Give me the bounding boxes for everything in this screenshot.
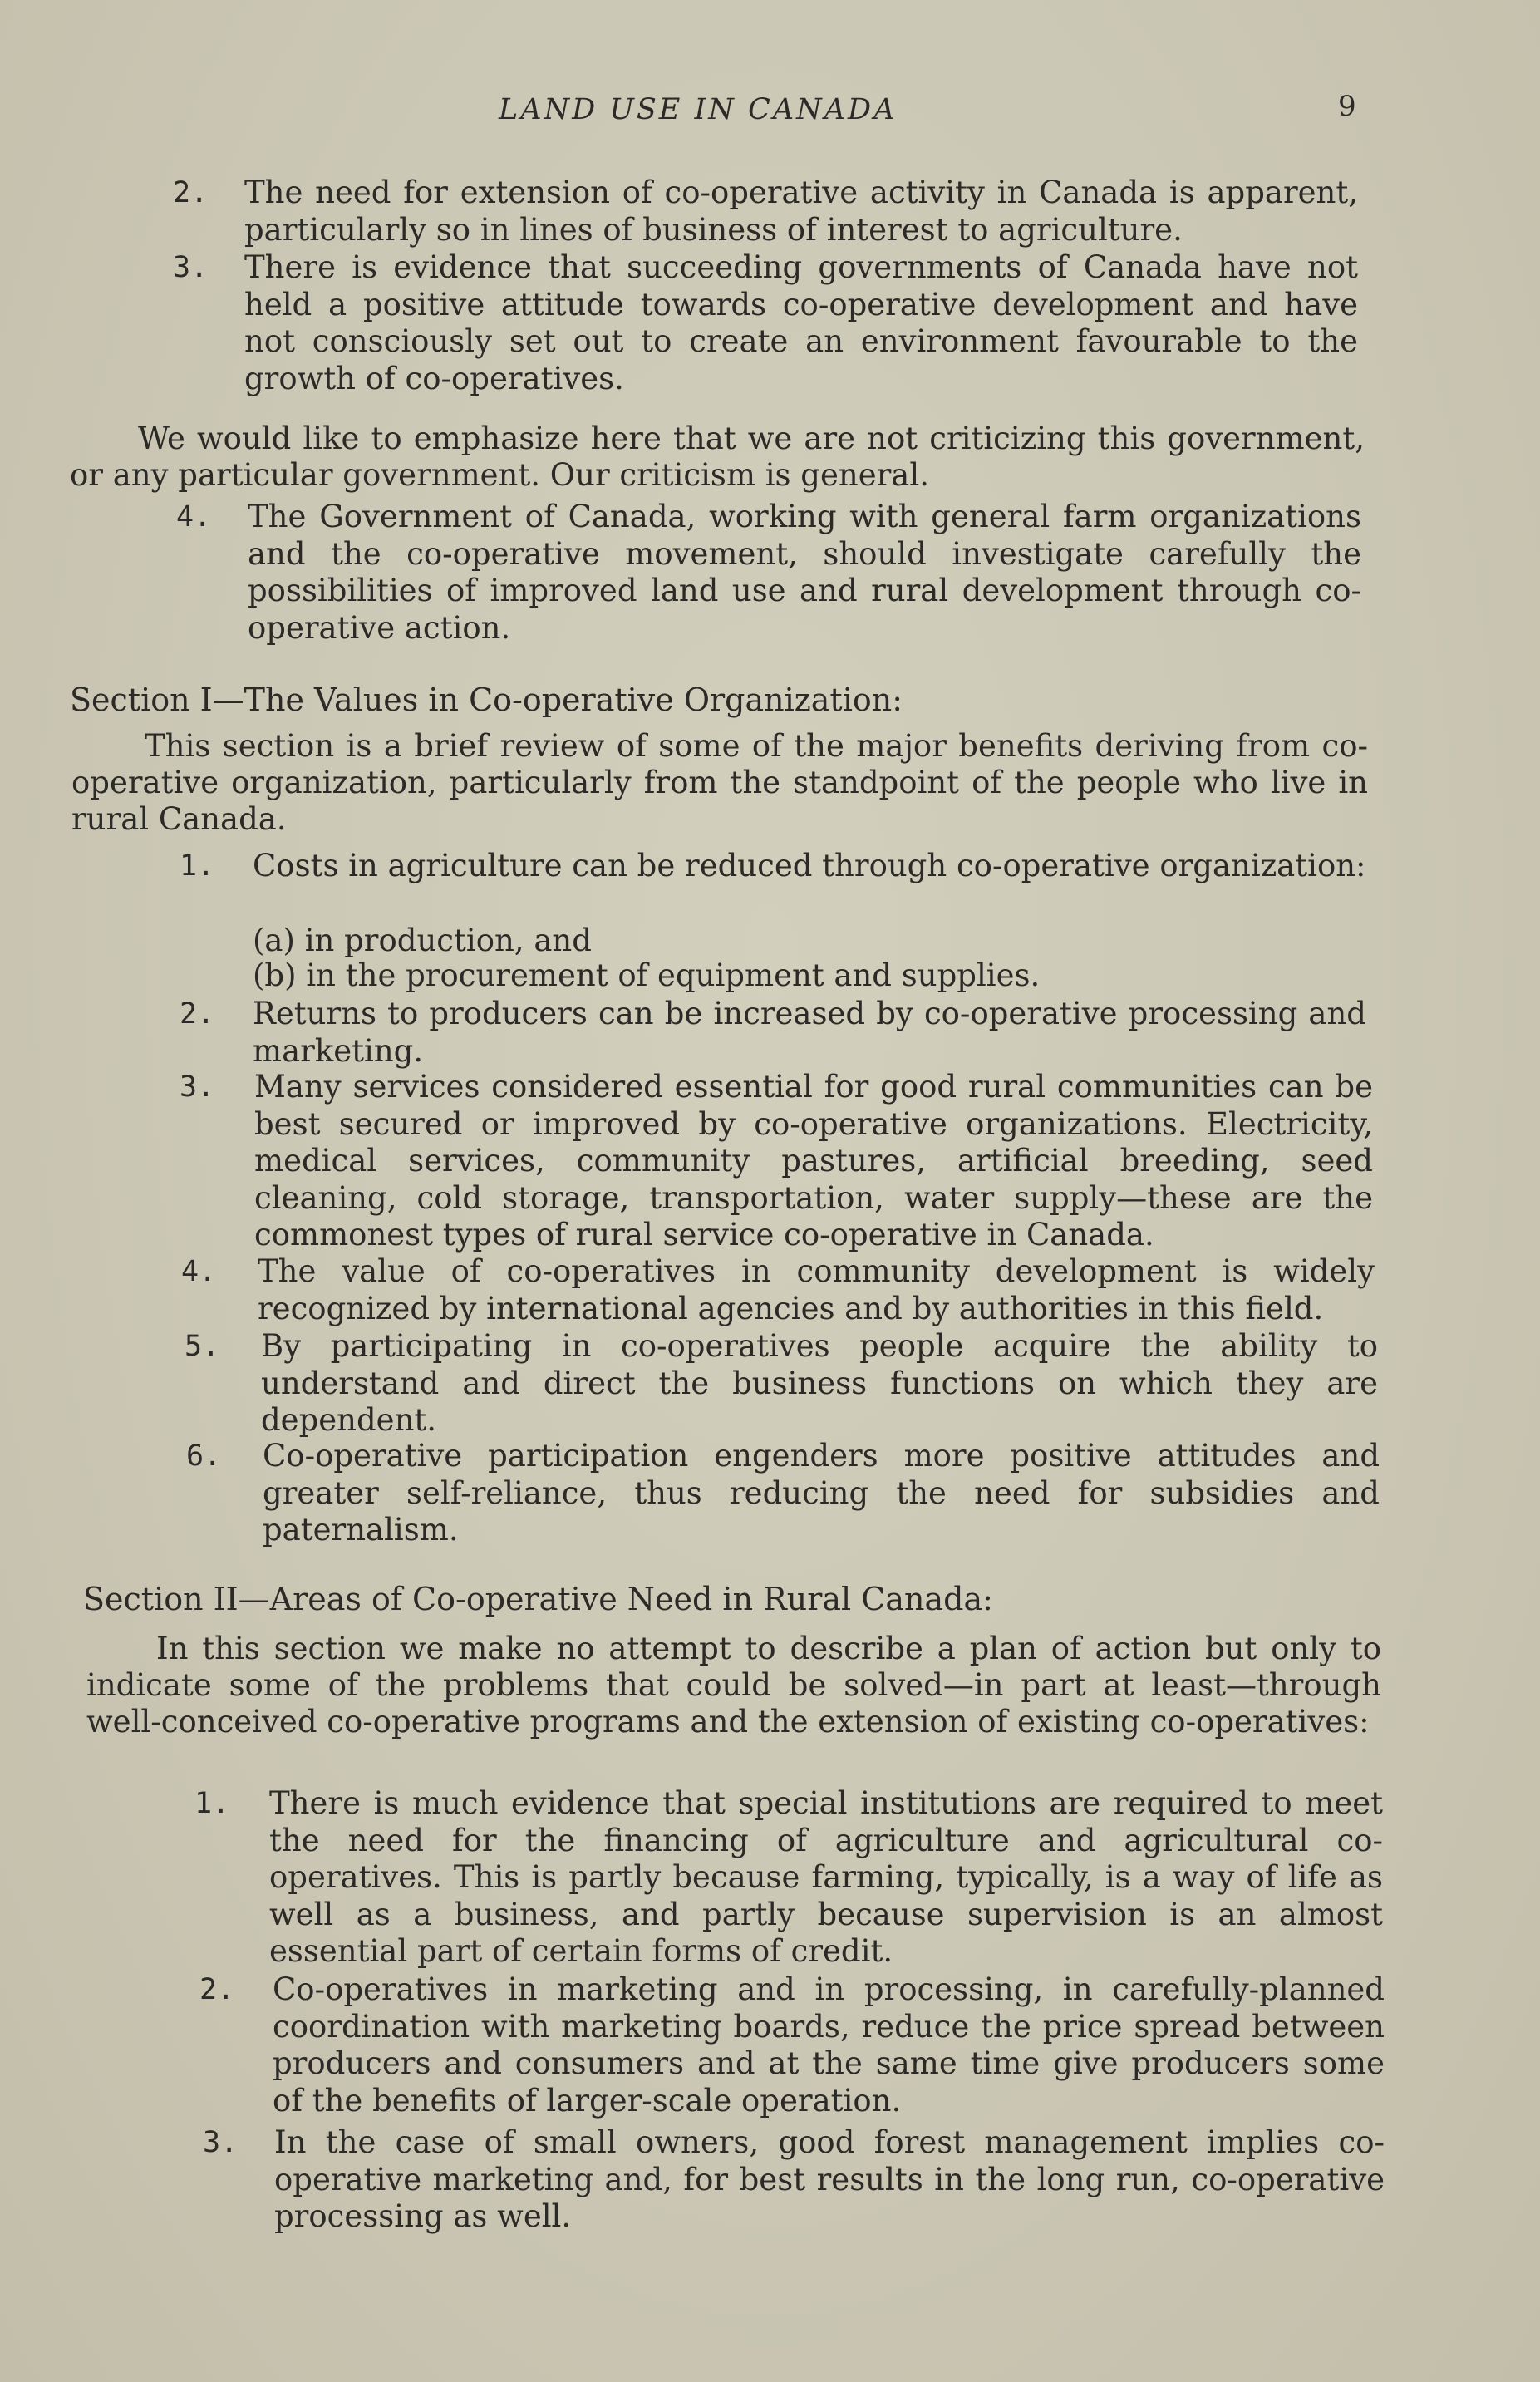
item-number: 5. <box>185 1330 220 1363</box>
page-number: 9 <box>1338 90 1356 123</box>
item-text: Returns to producers can be increased by co-operative processing and marketing. <box>253 996 1366 1069</box>
running-title: LAND USE IN CANADA <box>499 93 898 126</box>
item-number: 3. <box>203 2126 239 2159</box>
item-text: (b) in the procurement of equipment and supplies. <box>253 957 1041 993</box>
section-2-heading: Section II—Areas of Co-operative Need in Rural Canada: <box>83 1581 993 1617</box>
item-number: 3. <box>173 251 209 284</box>
item-text: Many services considered essential for good rural communities can be best secured or improved by co-operative organizations. Electricity, medical services, community pastures, artificial breeding, seed cleaning, cold storage, transportation, water supply—these are the commonest types of rural service co-operative in Canada. <box>254 1069 1373 1253</box>
item-number: 4. <box>181 1255 217 1288</box>
item-number: 4. <box>176 500 212 534</box>
section-2-intro: In this section we make no attempt to describe a plan of action but only to indicate some of the problems that could be solved—in part at least—through well-conceived co-operative programs and the extension of existing co-operatives: <box>86 1631 1381 1740</box>
item-number: 3. <box>180 1070 215 1104</box>
item-text: There is much evidence that special institutions are required to meet the need for the financing of agriculture and agricultural co-operatives. This is partly because farming, typically, is a way of life as well as a business, and partly because supervision is an almost essential part of certain forms of credit. <box>269 1785 1383 1969</box>
item-number: 2. <box>180 997 215 1031</box>
item-text: In the case of small owners, good forest management implies co-operative marketing and, for best results in the long run, co-operative processing as well. <box>274 2124 1385 2234</box>
item-text: There is evidence that succeeding governments of Canada have not held a positive attitude towards co-operative development and have not consciously set out to create an environment favourable to the growth of co-operatives. <box>244 249 1358 396</box>
item-number: 6. <box>186 1440 222 1473</box>
item-number: 1. <box>180 849 215 883</box>
emphasis-paragraph: We would like to emphasize here that we are not criticizing this government, or any particular government. Our criticism is general. <box>70 421 1365 493</box>
item-text: By participating in co-operatives people acquire the ability to understand and direct the business functions on which they are dependent. <box>261 1328 1378 1438</box>
item-text: Co-operative participation engenders more positive attitudes and greater self-reliance, thus reducing the need for subsidies and paternalism. <box>263 1438 1380 1548</box>
item-text: Costs in agriculture can be reduced through co-operative organization: <box>253 848 1366 883</box>
item-text: Co-operatives in marketing and in processing, in carefully-planned coordination with marketing boards, reduce the price spread between producers and consumers and at the same time give producers some of the benefits of larger-scale operation. <box>273 1971 1385 2119</box>
item-number: 2. <box>173 176 209 209</box>
item-number: 1. <box>194 1787 230 1820</box>
section-1-heading: Section I—The Values in Co-operative Organization: <box>70 682 903 718</box>
section-1-intro: This section is a brief review of some of the major benefits deriving from co-operative organization, particularly from the standpoint of the people who live in rural Canada. <box>71 728 1368 837</box>
item-text: The need for extension of co-operative activity in Canada is apparent, particularly so in lines of business of interest to agriculture. <box>244 175 1358 248</box>
item-number: 2. <box>199 1973 235 2006</box>
item-text: The Government of Canada, working with general farm organizations and the co-operative movement, should investigate carefully the possibilities of improved land use and rural development through co-operative action. <box>248 499 1361 646</box>
item-text: (a) in production, and <box>253 923 592 958</box>
item-text: The value of co-operatives in community development is widely recognized by international agencies and by authorities in this field. <box>258 1253 1375 1326</box>
